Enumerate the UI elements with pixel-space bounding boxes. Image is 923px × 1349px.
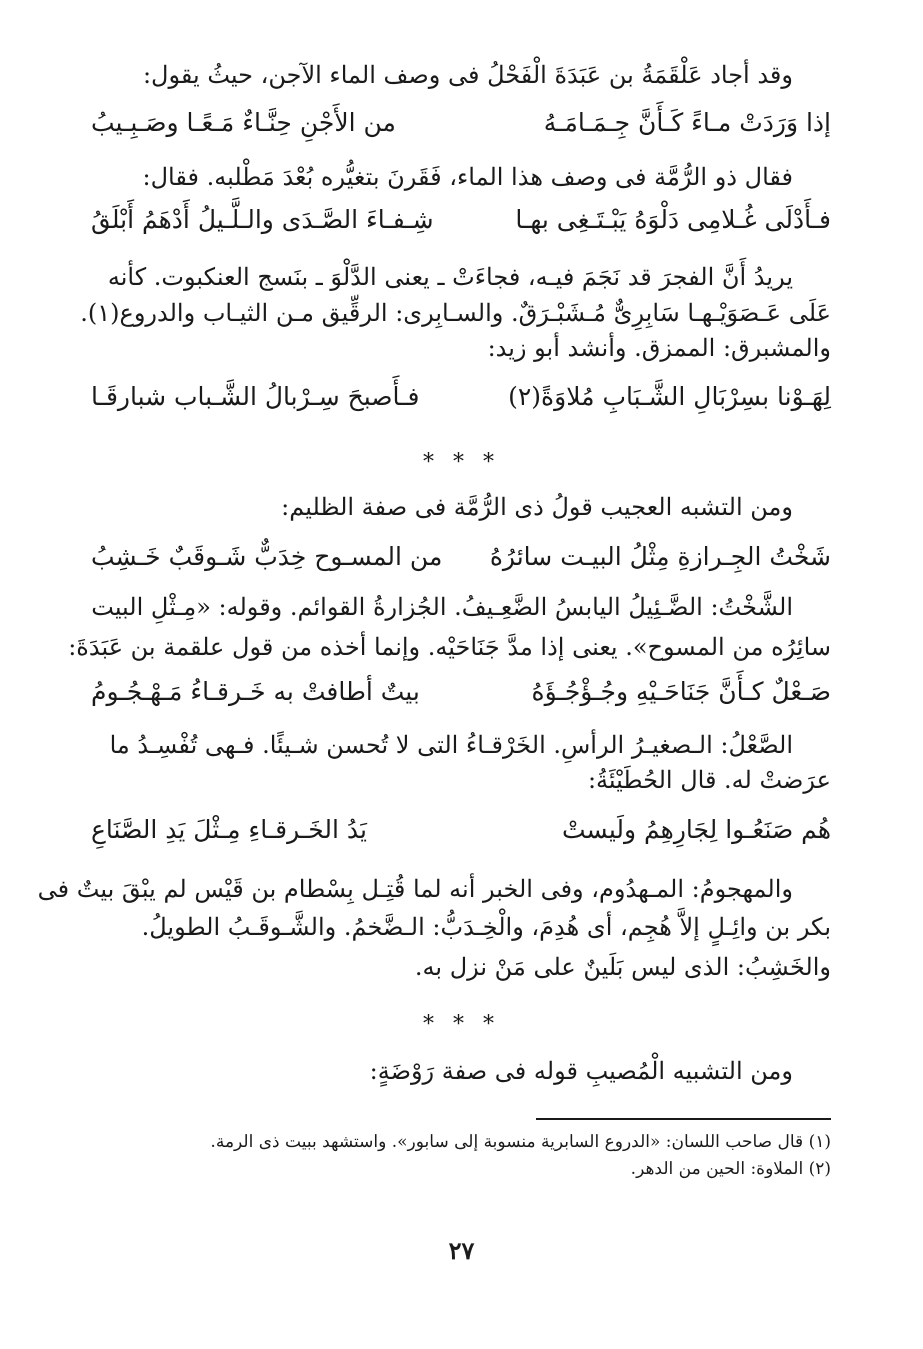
paragraph-line: سائِرُه من المسوح». يعنى إذا مدَّ جَنَاحَيْه. وإنما أخذه من قول علقمة بن عَبَدَةَ: — [68, 633, 831, 661]
poem-verse — [91, 672, 831, 712]
verse-second-hemistich: بيتٌ أطافتْ به خَـرقـاءُ مَـهْـجُـومُ — [91, 677, 420, 706]
paragraph-line: ومن التشبه العجيب قولُ ذى الرُّمَّة فى صفة الظليم: — [281, 493, 793, 521]
footnote-divider — [536, 1118, 831, 1120]
poem-verse — [91, 200, 831, 240]
page-number: ٢٧ — [448, 1236, 475, 1265]
paragraph-line: والمهجومُ: المـهدُوم، وفى الخبر أنه لما قُتِـل بِسْطام بن قَيْس لم يبْقَ بيتٌ فى — [37, 875, 793, 903]
paragraph-line: عَلَى عَـصَوَيْـهـا سَابِرِىٌّ مُـشَبْـرَقٌ. والسـابِرى: الرقِّيق مـن الثيـاب والدروع(١). — [80, 299, 831, 327]
paragraph-line: وقد أجاد عَلْقَمَةُ بن عَبَدَةَ الْفَحْلُ فى وصف الماء الآجن، حيثُ يقول: — [142, 61, 793, 89]
poem-verse — [91, 537, 831, 577]
verse-second-hemistich: يَدُ الخَـرقـاءِ مِـثْلَ يَدِ الصَّنَاعِ — [91, 815, 367, 844]
footnote: (٢) الملاوة: الحين من الدهر. — [630, 1159, 831, 1179]
paragraph-line: عرَضتْ له. قال الحُطَيْئَةُ: — [587, 766, 831, 794]
verse-second-hemistich: من الأَجْنِ حِنَّـاءٌ مَـعًـا وصَـبِـيبُ — [91, 108, 396, 137]
paragraph-line: والمشبرق: الممزق. وأنشد أبو زيد: — [487, 334, 831, 362]
verse-first-hemistich: شَخْتُ الجِـرازةِ مِثْلُ البيـت سائرُهُ — [489, 542, 831, 571]
verse-first-hemistich: إذا وَرَدَتْ مـاءً كَـأَنَّ جِـمَـامَـهُ — [543, 108, 831, 137]
paragraph-line: الصَّعْلُ: الـصغيـرُ الرأسِ. الخَرْقـاءُ التى لا تُحسن شـيئًا. فـهى تُفْسِـدُ ما — [109, 731, 793, 759]
verse-second-hemistich: فـأَصبحَ سِـرْبالُ الشَّـباب شبارقَـا — [91, 382, 420, 411]
poem-verse — [91, 810, 831, 850]
verse-first-hemistich: لِهَـوْنا بسِرْبَالِ الشَّـبَابِ مُلاوَةً(٢) — [508, 382, 831, 411]
section-separator: * * * — [423, 1012, 500, 1037]
verse-second-hemistich: من المسـوح خِدَبٌّ شَـوقَبٌ خَـشِبُ — [91, 542, 443, 571]
poem-verse — [91, 103, 831, 143]
paragraph-line: والخَشِبُ: الذى ليس بَلَينٌ على مَنْ نزل به. — [414, 953, 831, 981]
paragraph-line: يريدُ أَنَّ الفجرَ قد نَجَمَ فيـه، فجاءَتْ ـ يعنى الدَّلْوَ ـ بنَسج العنكبوت. كأنه — [107, 263, 793, 291]
verse-first-hemistich: فـأَدْلَى غُـلامِى دَلْوَهُ يَبْـتَـغِى بهـا — [515, 205, 831, 234]
paragraph-line: الشَّخْتُ: الضَّـئِيلُ اليابسُ الضَّعِـيفُ. الجُزارةُ القوائم. وقوله: «مِـثْلِ البيت — [91, 593, 793, 621]
verse-first-hemistich: هُم صَنَعُـوا لِجَارِهِمُ ولَيستْ — [561, 815, 831, 844]
footnote: (١) قال صاحب اللسان: «الدروع السابرية منسوبة إلى سابور». واستشهد ببيت ذى الرمة. — [210, 1132, 831, 1152]
paragraph-line: بكر بن وائِـلٍ إلاَّ هُجِم، أى هُدِمَ، والْخِـدَبُّ: الـضَّخمُ. والشَّـوقَـبُ الطويلُ. — [141, 913, 831, 941]
verse-first-hemistich: صَـعْلٌ كـأَنَّ جَنَاحَـيْهِ وجُـؤْجُـؤَهُ — [531, 677, 831, 706]
paragraph-line: فقال ذو الرُّمَّة فى وصف هذا الماء، فَقَرنَ بتغيُّره بُعْدَ مَطْلبه. فقال: — [142, 163, 793, 191]
section-separator: * * * — [423, 450, 500, 475]
poem-verse — [91, 377, 831, 417]
verse-second-hemistich: شِـفـاءَ الصَّـدَى والـلَّـيلُ أَدْهَمُ أَبْلَقُ — [91, 205, 434, 234]
paragraph-line: ومن التشبيه الْمُصيبِ قوله فى صفة رَوْضَةٍ: — [369, 1057, 793, 1085]
